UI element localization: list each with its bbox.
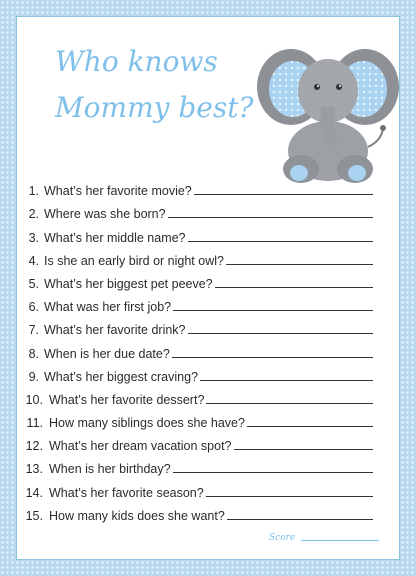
answer-blank[interactable] <box>173 310 373 311</box>
answer-blank[interactable] <box>226 264 373 265</box>
answer-blank[interactable] <box>200 380 373 381</box>
question-number: 8. <box>28 346 39 361</box>
question-number: 7. <box>28 323 39 338</box>
score-label: Score <box>269 533 296 543</box>
question-number: 2. <box>28 207 39 222</box>
title-line-2: Mommy best? <box>55 91 254 124</box>
question-item[interactable] <box>21 453 373 476</box>
question-text: What’s her biggest pet peeve? <box>44 276 213 291</box>
question-item[interactable] <box>21 291 373 314</box>
question-number: 9. <box>28 369 39 384</box>
question-item[interactable] <box>21 476 373 499</box>
score-blank[interactable] <box>301 540 379 541</box>
answer-blank[interactable] <box>206 403 373 404</box>
question-list <box>21 175 373 523</box>
question-text: Where was she born? <box>44 207 166 222</box>
question-item[interactable] <box>21 430 373 453</box>
answer-blank[interactable] <box>247 426 373 427</box>
question-number: 4. <box>28 253 39 268</box>
question-number: 5. <box>28 276 39 291</box>
elephant-icon <box>253 29 403 189</box>
question-item[interactable] <box>21 337 373 360</box>
answer-blank[interactable] <box>188 333 374 334</box>
question-text: Is she an early bird or night owl? <box>44 253 224 268</box>
question-text: How many kids does she want? <box>49 508 225 523</box>
question-item[interactable] <box>21 221 373 244</box>
answer-blank[interactable] <box>172 357 373 358</box>
answer-blank[interactable] <box>168 217 373 218</box>
question-text: When is her due date? <box>44 346 170 361</box>
answer-blank[interactable] <box>206 496 373 497</box>
question-item[interactable] <box>21 175 373 198</box>
question-number: 6. <box>28 300 39 315</box>
question-text: What’s her middle name? <box>44 230 186 245</box>
question-number: 10. <box>25 392 43 407</box>
question-text: When is her birthday? <box>49 462 171 477</box>
answer-blank[interactable] <box>173 472 373 473</box>
question-text: What’s her favorite dessert? <box>49 392 205 407</box>
question-number: 12. <box>25 439 43 454</box>
answer-blank[interactable] <box>227 519 373 520</box>
score-field[interactable] <box>269 533 379 543</box>
question-item[interactable] <box>21 314 373 337</box>
answer-blank[interactable] <box>188 241 373 242</box>
question-text: What’s her favorite movie? <box>44 184 192 199</box>
question-number: 15. <box>25 508 43 523</box>
question-text: How many siblings does she have? <box>49 416 245 431</box>
question-number: 14. <box>25 485 43 500</box>
question-item[interactable] <box>21 500 373 523</box>
question-text: What’s her favorite drink? <box>44 323 186 338</box>
question-item[interactable] <box>21 407 373 430</box>
question-text: What was her first job? <box>44 300 172 315</box>
answer-blank[interactable] <box>215 287 373 288</box>
question-item[interactable] <box>21 198 373 221</box>
question-number: 1. <box>28 184 39 199</box>
question-number: 11. <box>26 416 43 431</box>
question-text: What’s her biggest craving? <box>44 369 199 384</box>
question-item[interactable] <box>21 245 373 268</box>
question-item[interactable] <box>21 384 373 407</box>
question-number: 3. <box>28 230 39 245</box>
answer-blank[interactable] <box>234 449 373 450</box>
card-inner-panel <box>16 16 400 560</box>
question-item[interactable] <box>21 268 373 291</box>
question-text: What’s her favorite season? <box>49 485 204 500</box>
question-text: What’s her dream vacation spot? <box>49 439 232 454</box>
title-line-1: Who knows <box>55 45 218 78</box>
page-title <box>55 39 275 131</box>
question-number: 13. <box>25 462 43 477</box>
answer-blank[interactable] <box>194 194 373 195</box>
question-item[interactable] <box>21 361 373 384</box>
